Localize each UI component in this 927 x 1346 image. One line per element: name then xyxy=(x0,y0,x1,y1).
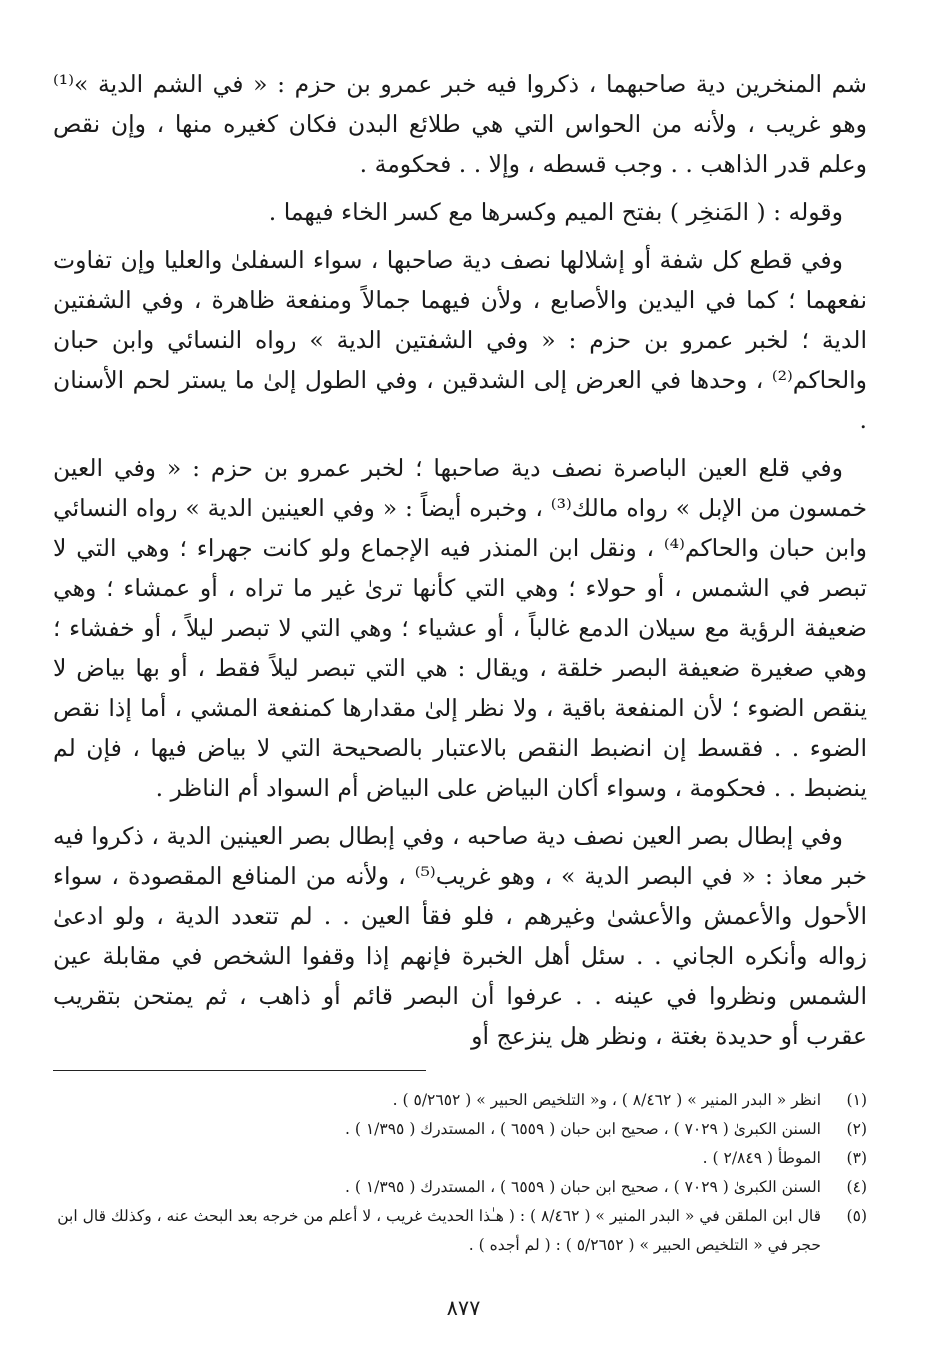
footnote-number: (٥) xyxy=(846,1207,867,1225)
footnote-number: (٢) xyxy=(846,1120,867,1138)
footnote-4 xyxy=(53,1173,867,1202)
footnote-number: (٤) xyxy=(846,1178,867,1196)
paragraph-5: وفي إبطال بصر العين نصف دية صاحبه ، وفي إبطال بصر العينين الدية ، ذكروا فيه خبر معاذ : « في البصر الدية » ، وهو غريب⁽⁵⁾ ، ولأنه من المنافع المقصودة ، سواء الأحول والأعمش والأعشىٰ وغيرهم ، فلو فقأ العين . . لم تتعدد الدية ، ولو ادعىٰ زواله وأنكره الجاني . . سئل أهل الخبرة فإنهم إذا وقفوا الشخص في مقابلة عين الشمس ونظروا في عينه . . عرفوا أن البصر قائم أو ذاهب ، ثم يمتحن بتقريب عقرب أو حديدة بغتة ، ونظر هل ينزعج أو xyxy=(53,822,868,1050)
paragraph-4: وفي قلع العين الباصرة نصف دية صاحبها ؛ لخبر عمرو بن حزم : « وفي العين خمسون من الإبل » رواه مالك⁽³⁾ ، وخبره أيضاً : « وفي العينين الدية » رواه النسائي وابن حبان والحاكم⁽⁴⁾ ، ونقل ابن المنذر فيه الإجماع ولو كانت جهراء ؛ وهي التي لا تبصر في الشمس ، أو حولاء ؛ وهي التي كأنها ترىٰ غير ما تراه ، أو عمشاء ؛ وهي ضعيفة الرؤية مع سيلان الدمع غالباً ، أو عشياء ؛ وهي التي لا تبصر ليلاً ، أو خفشاء ؛ وهي صغيرة ضعيفة البصر خلقة ، ويقال : هي التي تبصر ليلاً فقط ، أو بها بياض لا ينقص الضوء ؛ لأن المنفعة باقية ، ولا نظر إلىٰ مقدارها كمنفعة المشي ، أما إذا نقص الضوء . . فقسط إن انضبط النقص بالاعتبار بالصحيحة التي لا بياض فيها ، فإن لم ينضبط . . فحكومة ، وسواء أكان البياض على البياض أم السواد أم الناظر . xyxy=(53,454,867,802)
footnote-number: (٣) xyxy=(846,1149,867,1167)
footnote-1 xyxy=(53,1086,867,1115)
footnote-number: (١) xyxy=(846,1091,867,1109)
footnote-text: الموطأ ( ٢/٨٤٩ ) . xyxy=(702,1149,821,1167)
footnote-text: قال ابن الملقن في « البدر المنير » ( ٨/٤٦٢ ) : ( هـٰذا الحديث غريب ، لا أعلم من خرجه بعد البحث عنه ، وكذلك قال ابن حجر في « التلخيص الحبير » ( ٥/٢٦٥٢ ) : ( لم أجده ) . xyxy=(57,1207,821,1254)
footnote-separator xyxy=(53,1070,426,1071)
footnote-text: السنن الكبرىٰ ( ٧٠٢٩ ) ، صحيح ابن حبان ( ٦٥٥٩ ) ، المستدرك ( ١/٣٩٥ ) . xyxy=(345,1178,821,1196)
paragraph-1: شم المنخرين دية صاحبهما ، ذكروا فيه خبر عمرو بن حزم : « في الشم الدية »⁽¹⁾ وهو غريب ، ولأنه من الحواس التي هي طلائع البدن فكان كغيره منها ، وإن نقص وعلم قدر الذاهب . . وجب قسطه ، وإلا . . فحكومة . xyxy=(53,70,867,178)
footnote-text: السنن الكبرىٰ ( ٧٠٢٩ ) ، صحيح ابن حبان ( ٦٥٥٩ ) ، المستدرك ( ١/٣٩٥ ) . xyxy=(345,1120,821,1138)
footnote-3 xyxy=(53,1144,867,1173)
footnotes xyxy=(53,1086,867,1260)
footnote-2 xyxy=(53,1115,867,1144)
page-number: ٨٧٧ xyxy=(446,1296,481,1320)
footnote-5 xyxy=(53,1202,867,1260)
main-text xyxy=(53,64,867,1056)
paragraph-3: وفي قطع كل شفة أو إشلالها نصف دية صاحبها ، سواء السفلىٰ والعليا وإن تفاوت نفعهما ؛ كما في اليدين والأصابع ، ولأن فيهما جمالاً ومنفعة ظاهرة ، وفي الشفتين الدية ؛ لخبر عمرو بن حزم : « وفي الشفتين الدية » رواه النسائي وابن حبان والحاكم⁽²⁾ ، وحدها في العرض إلى الشدقين ، وفي الطول إلىٰ ما يستر لحم الأسنان . xyxy=(53,246,867,434)
footnote-text: انظر « البدر المنير » ( ٨/٤٦٢ ) ، و« التلخيص الحبير » ( ٥/٢٦٥٢ ) . xyxy=(392,1091,821,1109)
paragraph-2: وقوله : ( المَنخِر ) بفتح الميم وكسرها مع كسر الخاء فيهما . xyxy=(268,198,843,226)
